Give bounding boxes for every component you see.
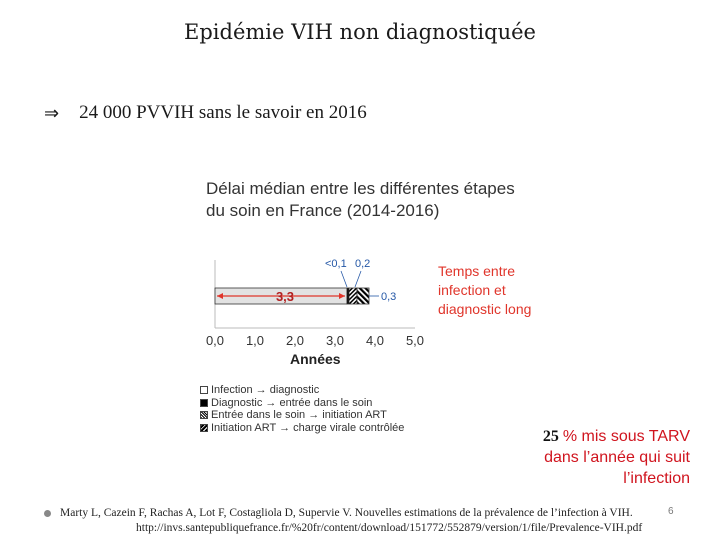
- data-label-infection-diagnostic: 3,3: [275, 289, 295, 304]
- data-label-art-cv: 0,3: [381, 291, 397, 303]
- data-label-diagnostic-soin: <0,1: [325, 258, 347, 270]
- legend-item: [200, 384, 404, 397]
- reference-text: Marty L, Cazein F, Rachas A, Lot F, Costagliola D, Supervie V. Nouvelles estimations de la prévalence de l’infection à VIH.: [60, 507, 633, 519]
- legend-label: Infection → diagnostic: [211, 384, 320, 396]
- chart-legend: [200, 384, 404, 434]
- pointer-line-1: [341, 271, 347, 287]
- legend-swatch: [200, 411, 208, 419]
- bar-segment-4: [357, 288, 369, 304]
- stat-number: 25: [542, 428, 559, 445]
- red-annotation: Temps entre infection et diagnostic long: [438, 263, 532, 317]
- legend-label: Diagnostic → entrée dans le soin: [211, 396, 373, 409]
- bar-segment-3: [349, 288, 357, 304]
- legend-label: Entrée dans le soin → initiation ART: [211, 409, 387, 421]
- stat-text: % mis sous TARV dans l’année qui suit l’infection: [544, 428, 690, 487]
- legend-swatch: [200, 399, 208, 407]
- x-tick-label: 4,0: [365, 333, 385, 348]
- legend-label: Initiation ART → charge virale contrôlée: [211, 421, 405, 434]
- legend-item: [200, 422, 404, 435]
- bullet-point: [44, 102, 367, 124]
- slide-title: Epidémie VIH non diagnostiquée: [184, 20, 536, 44]
- bullet-dot-icon: [44, 510, 51, 517]
- reference-url[interactable]: http://invs.santepubliquefrance.fr/%20fr/content/download/151772/552879/version/1/file/Prevalence-VIH.pdf: [136, 522, 643, 534]
- implies-arrow-icon: ⇒: [44, 102, 60, 124]
- x-tick-label: 1,0: [245, 333, 265, 348]
- legend-item: [200, 397, 404, 410]
- x-tick-label: 2,0: [285, 333, 305, 348]
- legend-swatch: [200, 386, 208, 394]
- legend-swatch: [200, 424, 208, 432]
- chart-title: Délai médian entre les différentes étapes du soin en France (2014-2016): [206, 179, 515, 220]
- art-statistic: [520, 426, 690, 489]
- bullet-text: 24 000 PVVIH sans le savoir en 2016: [79, 102, 367, 123]
- x-tick-label: 5,0: [405, 333, 425, 348]
- stacked-bar-chart: [190, 250, 440, 350]
- legend-item: [200, 409, 404, 422]
- reference: [44, 506, 714, 536]
- x-tick-label: 0,0: [205, 333, 225, 348]
- x-tick-label: 3,0: [325, 333, 345, 348]
- pointer-line-2: [355, 271, 361, 287]
- page-number: 6: [668, 506, 674, 517]
- data-label-soin-art: 0,2: [355, 258, 371, 270]
- x-axis-label: Années: [290, 351, 341, 367]
